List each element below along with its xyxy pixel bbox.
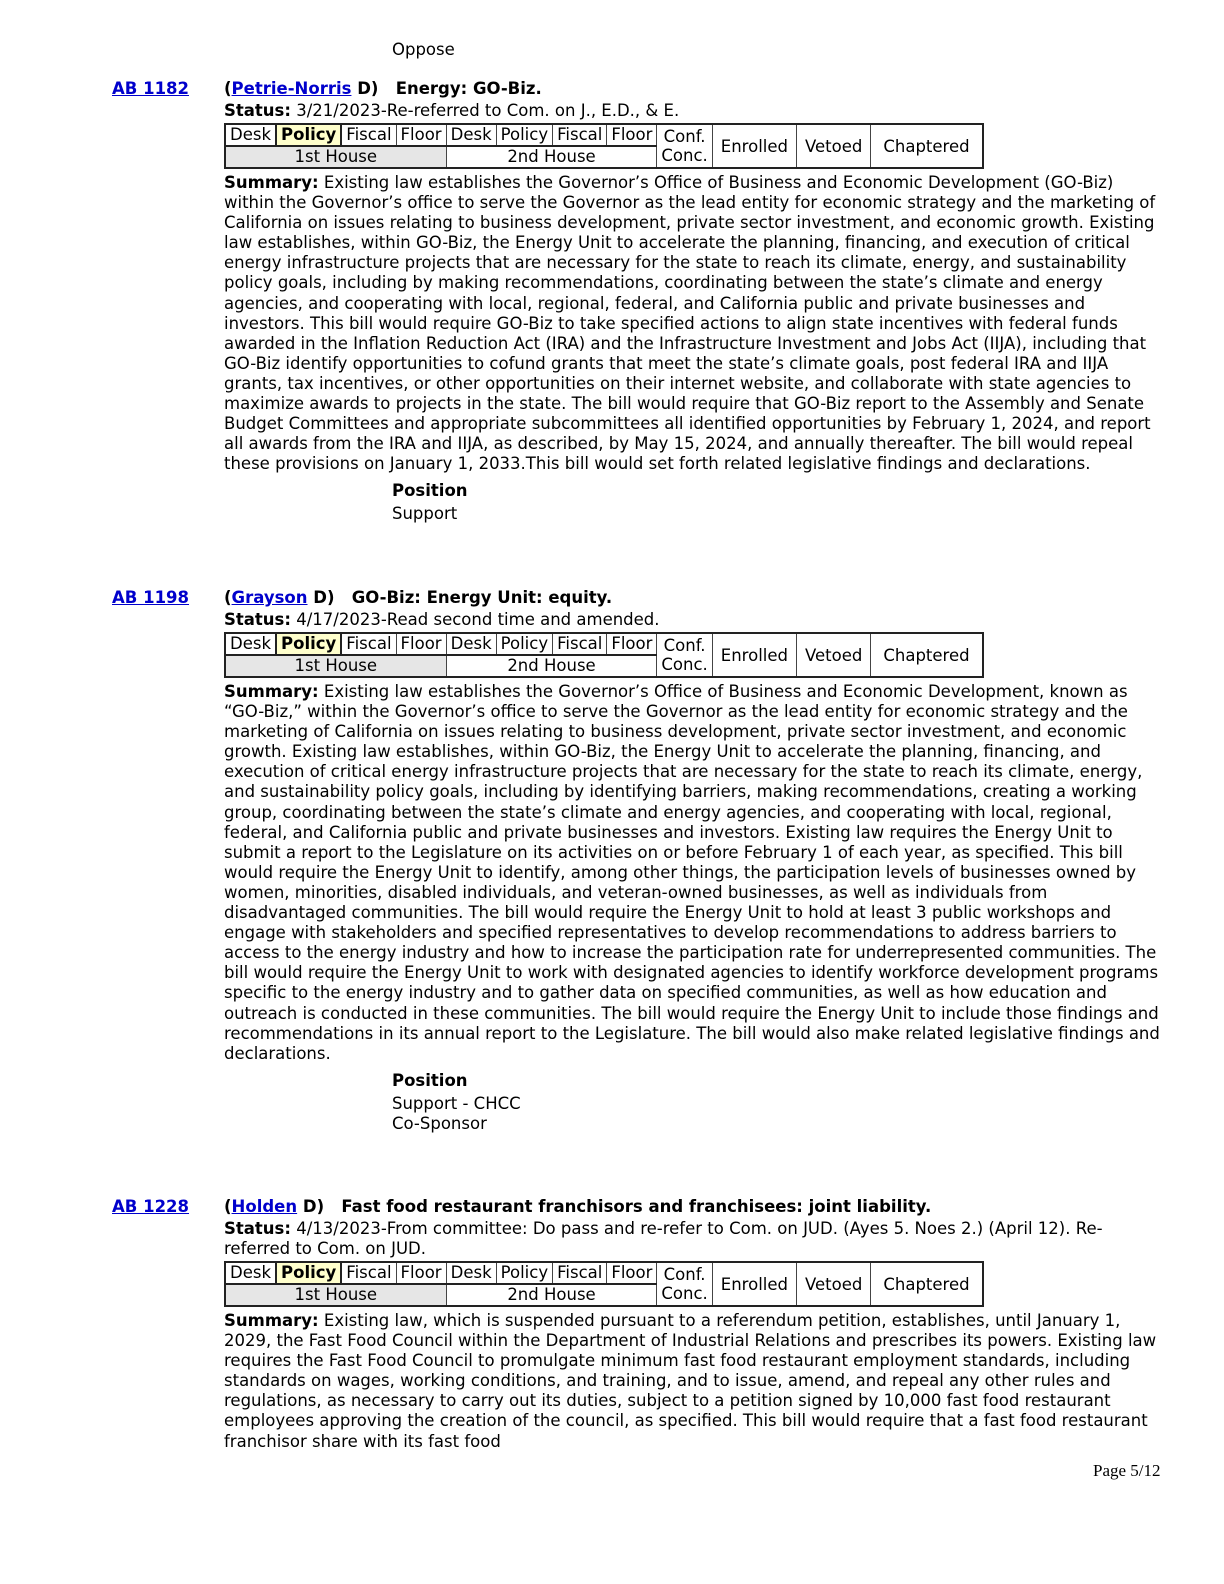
step-desk-1: Desk: [225, 124, 276, 146]
conf-label: Conf.: [663, 636, 706, 655]
second-house-label: 2nd House: [446, 1284, 657, 1306]
progress-table: [224, 632, 984, 678]
party: D: [302, 1197, 317, 1216]
bill-main: [224, 588, 1174, 1134]
step-floor-2: Floor: [607, 124, 657, 146]
page-number: Page 5/12: [1093, 1461, 1161, 1480]
summary-text: Existing law establishes the Governor’s Office of Business and Economic Development, known as “GO-Biz,” within the Governor’s office to serve the Governor as the lead entity for economic strategy and the marketing of California on issues relating to business development, private sector investment, and economic growth. Existing law establishes, within GO-Biz, the Energy Unit to accelerate the planning, financing, and execution of critical energy infrastructure projects that are necessary for the state to reach its climate, energy, and sustainability policy goals, including by identifying barriers, making recommendations, creating a working group, coordinating between the state’s climate and energy agencies, and cooperating with local, regional, federal, and California public and private businesses and investors. Existing law requires the Energy Unit to submit a report to the Legislature on its activities on or before February 1 of each year, as specified. This bill would require the Energy Unit to identify, among other things, the participation levels of businesses owned by women, minorities, disabled individuals, and veteran-owned businesses, as well as individuals from disadvantaged communities. The bill would require the Energy Unit to hold at least 3 public workshops and engage with stakeholders and specified representatives to develop recommendations to address barriers to access to the energy industry and how to increase the participation rate for underrepresented communities. The bill would require the Energy Unit to work with designated agencies to identify workforce development programs specific to the energy industry and to gather data on specified communities, as well as how education and outreach is conducted in these communities. The bill would require the Energy Unit to include those findings and recommendations in its annual report to the Legislature. The bill would also make related legislative findings and declarations.: [224, 682, 1160, 1063]
summary-label: Summary:: [224, 1311, 319, 1330]
position-label: Position: [392, 481, 468, 501]
step-chaptered: Chaptered: [871, 1262, 983, 1306]
step-conf-conc: [657, 633, 712, 677]
step-floor-1: Floor: [396, 1262, 446, 1284]
summary-text: Existing law, which is suspended pursuant to a referendum petition, establishes, until January 1, 2029, the Fast Food Council within the Department of Industrial Relations and prescribes its powers. Existing law requires the Fast Food Council to promulgate minimum fast food restaurant employment standards, including standards on wages, working conditions, and training, and to issue, amend, and repeal any other rules and regulations, as necessary to carry out its duties, subject to a petition signed by 10,000 fast food restaurant employees approving the creation of the council, as specified. This bill would require that a fast food restaurant franchisor share with its fast food: [224, 1311, 1157, 1451]
bill-status: [224, 610, 1174, 630]
step-fiscal-2: Fiscal: [553, 633, 607, 655]
bill-id-link[interactable]: AB 1198: [112, 588, 190, 607]
position-block: [392, 481, 1174, 524]
conf-label: Conf.: [663, 1265, 706, 1284]
step-desk-2: Desk: [446, 633, 496, 655]
step-desk-1: Desk: [225, 633, 276, 655]
bill-title: GO-Biz: Energy Unit: equity.: [351, 588, 613, 607]
step-fiscal-1: Fiscal: [341, 1262, 396, 1284]
step-conf-conc: [657, 1262, 712, 1306]
step-enrolled: Enrolled: [712, 124, 796, 168]
step-desk-2: Desk: [446, 1262, 496, 1284]
step-chaptered: Chaptered: [871, 633, 983, 677]
first-house-label: 1st House: [225, 146, 446, 168]
author-link[interactable]: Grayson: [231, 588, 308, 607]
step-fiscal-1: Fiscal: [341, 124, 396, 146]
bill-status: [224, 1219, 1164, 1259]
bill-id-link[interactable]: AB 1182: [112, 79, 190, 98]
bill-id-link[interactable]: AB 1228: [112, 1197, 190, 1216]
bill-heading: (Petrie-Norris D) Energy: GO-Biz.: [224, 79, 542, 98]
status-text: 3/21/2023-Re-referred to Com. on J., E.D., & E.: [296, 101, 680, 120]
step-floor-1: Floor: [396, 633, 446, 655]
bill-main: [224, 79, 1174, 524]
step-policy-1: Policy: [276, 633, 341, 655]
step-floor-2: Floor: [607, 633, 657, 655]
position-value: Support: [392, 504, 458, 524]
summary-label: Summary:: [224, 682, 319, 701]
bill-summary: [224, 173, 1164, 474]
step-policy-2: Policy: [496, 1262, 552, 1284]
step-enrolled: Enrolled: [712, 1262, 796, 1306]
first-house-label: 1st House: [225, 1284, 446, 1306]
status-text: 4/13/2023-From committee: Do pass and re-refer to Com. on JUD. (Ayes 5. Noes 2.) (April 12). Re-referred to Com. on JUD.: [224, 1219, 1103, 1258]
step-vetoed: Vetoed: [797, 633, 871, 677]
bill-title: Fast food restaurant franchisors and franchisees: joint liability.: [341, 1197, 932, 1216]
step-policy-1: Policy: [276, 124, 341, 146]
conc-label: Conc.: [661, 146, 708, 165]
conf-label: Conf.: [663, 127, 706, 146]
progress-table: [224, 123, 984, 169]
status-text: 4/17/2023-Read second time and amended.: [296, 610, 660, 629]
bill-heading: (Holden D) Fast food restaurant franchisors and franchisees: joint liability.: [224, 1197, 932, 1216]
summary-label: Summary:: [224, 173, 319, 192]
conc-label: Conc.: [661, 655, 708, 674]
bill-summary: [224, 682, 1164, 1064]
party: D: [313, 588, 327, 607]
step-fiscal-2: Fiscal: [553, 124, 607, 146]
step-floor-2: Floor: [607, 1262, 657, 1284]
step-policy-1: Policy: [276, 1262, 341, 1284]
step-vetoed: Vetoed: [797, 1262, 871, 1306]
step-chaptered: Chaptered: [871, 124, 983, 168]
step-desk-2: Desk: [446, 124, 496, 146]
progress-table: [224, 1261, 984, 1307]
step-policy-2: Policy: [496, 124, 552, 146]
step-vetoed: Vetoed: [797, 124, 871, 168]
second-house-label: 2nd House: [446, 146, 657, 168]
step-desk-1: Desk: [225, 1262, 276, 1284]
step-fiscal-1: Fiscal: [341, 633, 396, 655]
second-house-label: 2nd House: [446, 655, 657, 677]
author-link[interactable]: Petrie-Norris: [231, 79, 352, 98]
author-link[interactable]: Holden: [231, 1197, 298, 1216]
top-position-value: Oppose: [392, 40, 455, 59]
first-house-label: 1st House: [225, 655, 446, 677]
step-fiscal-2: Fiscal: [553, 1262, 607, 1284]
status-label: Status:: [224, 1219, 291, 1238]
bill-main: [224, 1197, 1174, 1452]
bill-status: [224, 101, 1174, 121]
position-label: Position: [392, 1070, 468, 1090]
bill-summary: [224, 1311, 1164, 1452]
step-policy-2: Policy: [496, 633, 552, 655]
step-floor-1: Floor: [396, 124, 446, 146]
position-block: [392, 1071, 1174, 1134]
position-value: Co-Sponsor: [392, 1113, 487, 1133]
status-label: Status:: [224, 101, 291, 120]
party: D: [357, 79, 371, 98]
summary-text: Existing law establishes the Governor’s Office of Business and Economic Development (GO-Biz) within the Governor’s office to serve the Governor as the lead entity for economic strategy and the marketing of California on issues relating to business development, private sector investment, and economic growth. Existing law establishes, within GO-Biz, the Energy Unit to accelerate the planning, financing, and execution of critical energy infrastructure projects that are necessary for the state to reach its climate, energy, and sustainability policy goals, including by making recommendations, coordinating between the state’s climate and energy agencies, and cooperating with local, regional, federal, and California public and private businesses and investors. This bill would require GO-Biz to take specified actions to align state incentives with federal funds awarded in the Inflation Reduction Act (IRA) and the Infrastructure Investment and Jobs Act (IIJA), including that GO-Biz identify opportunities to cofund grants that meet the state’s climate goals, post federal IRA and IIJA grants, tax incentives, or other opportunities on their internet website, and collaborate with state agencies to maximize awards to projects in the state. The bill would require that GO-Biz report to the Assembly and Senate Budget Committees and appropriate subcommittees all identified opportunities by February 1, 2024, and report all awards from the IRA and IIJA, as described, by May 15, 2024, and annually thereafter. The bill would repeal these provisions on January 1, 2033.This bill would set forth related legislative findings and declarations.: [224, 173, 1156, 474]
step-enrolled: Enrolled: [712, 633, 796, 677]
bill-title: Energy: GO-Biz.: [395, 79, 542, 98]
step-conf-conc: [657, 124, 712, 168]
position-value: Support - CHCC: [392, 1093, 521, 1113]
conc-label: Conc.: [661, 1284, 708, 1303]
status-label: Status:: [224, 610, 291, 629]
bill-heading: (Grayson D) GO-Biz: Energy Unit: equity.: [224, 588, 613, 607]
